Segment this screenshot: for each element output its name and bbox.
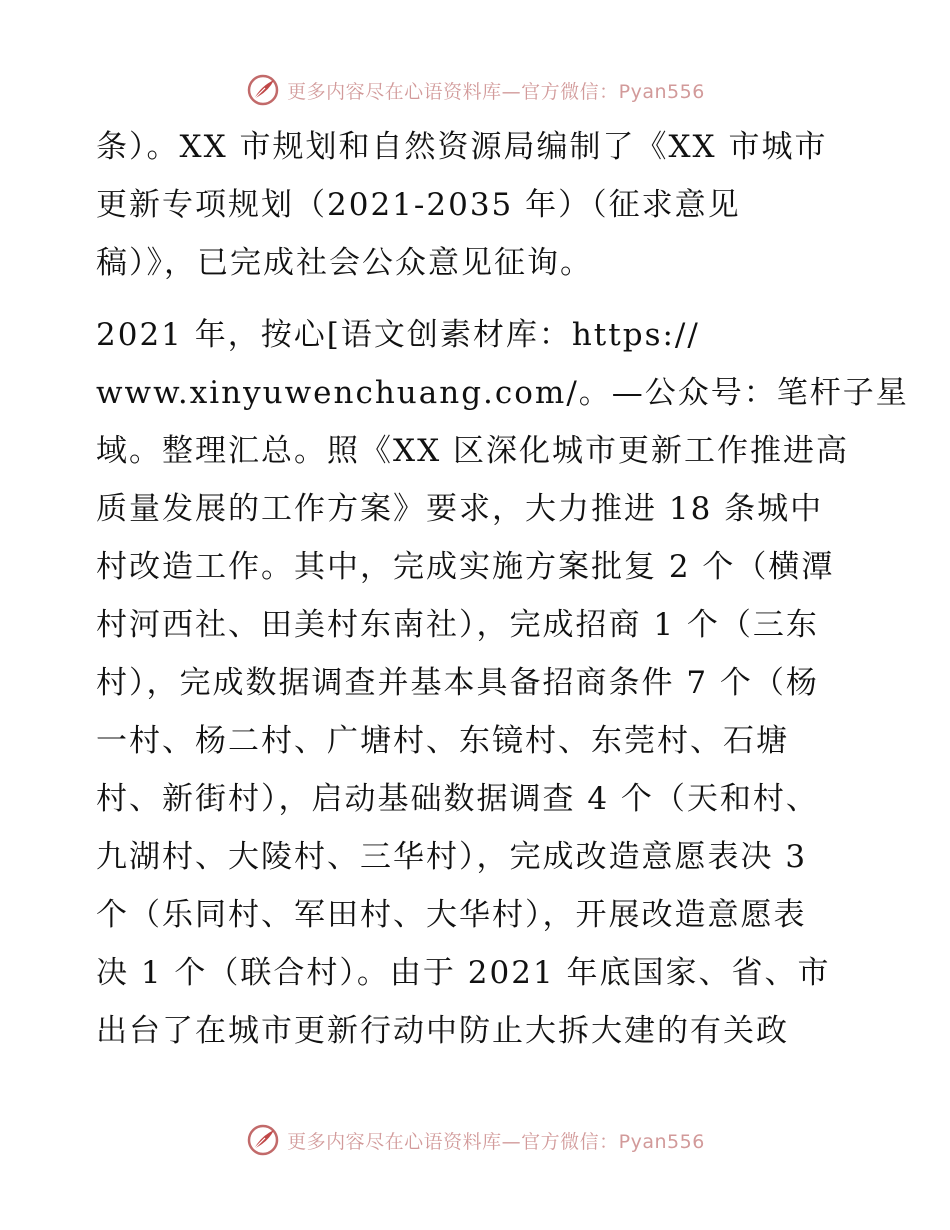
watermark-text: 更多内容尽在心语资料库—官方微信：Pyan556 xyxy=(287,1130,705,1153)
text-line: 村河西社、田美村东南社），完成招商 1 个（三东 xyxy=(96,607,819,643)
text-line: 更新专项规划（2021-2035 年）（征求意见 xyxy=(96,187,741,223)
text-line: 村），完成数据调查并基本具备招商条件 7 个（杨 xyxy=(96,665,819,701)
text-line: 域。整理汇总。照《XX 区深化城市更新工作推进高 xyxy=(96,433,849,469)
text-line: www.xinyuwenchuang.com/。—公众号：笔杆子星 xyxy=(96,375,909,411)
text-line: 村改造工作。其中，完成实施方案批复 2 个（横潭 xyxy=(96,549,835,585)
text-line: 九湖村、大陵村、三华村），完成改造意愿表决 3 xyxy=(96,839,808,875)
text-line: 村、新街村），启动基础数据调查 4 个（天和村、 xyxy=(96,781,819,817)
watermark-text: 更多内容尽在心语资料库—官方微信：Pyan556 xyxy=(287,80,705,103)
text-line: 稿）》，已完成社会公众意见征询。 xyxy=(96,245,593,281)
footer-watermark xyxy=(0,1120,950,1160)
text-line: 一村、杨二村、广塘村、东镜村、东莞村、石塘 xyxy=(96,723,789,759)
document-body xyxy=(96,118,909,1060)
feather-pen-logo-icon xyxy=(245,1122,281,1158)
header-watermark xyxy=(0,70,950,110)
text-line: 决 1 个（联合村）。由于 2021 年底国家、省、市 xyxy=(96,955,831,991)
text-line: 出台了在城市更新行动中防止大拆大建的有关政 xyxy=(96,1013,789,1049)
text-line: 质量发展的工作方案》要求，大力推进 18 条城中 xyxy=(96,491,824,527)
text-line: 条）。XX 市规划和自然资源局编制了《XX 市城市 xyxy=(96,129,828,165)
text-line: 个（乐同村、军田村、大华村），开展改造意愿表 xyxy=(96,897,807,933)
text-line: 2021 年，按心[语文创素材库：https:// xyxy=(96,317,700,353)
feather-pen-logo-icon xyxy=(245,72,281,108)
paragraph xyxy=(96,118,866,292)
paragraph xyxy=(96,306,909,1060)
